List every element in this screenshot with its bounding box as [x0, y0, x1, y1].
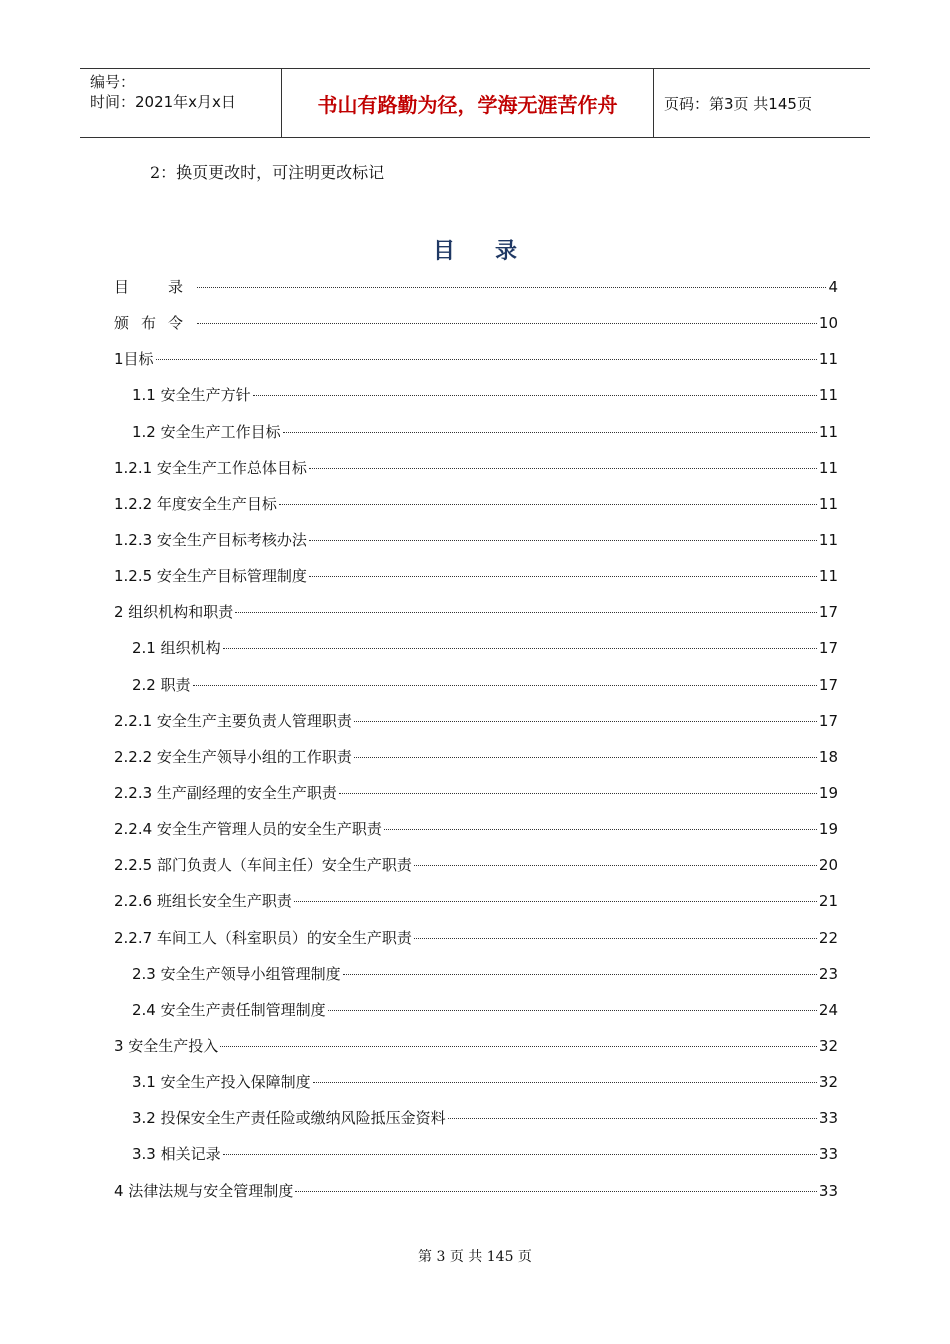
- toc-entry[interactable]: [114, 601, 838, 637]
- toc-leader-dots: [313, 1082, 817, 1083]
- toc-entry-page: 11: [818, 494, 838, 513]
- toc-entry-label: 2.2.2 安全生产领导小组的工作职责: [114, 747, 352, 766]
- toc-entry-label: 1.2.1 安全生产工作总体目标: [114, 458, 307, 477]
- toc-leader-dots: [223, 1154, 817, 1155]
- toc-entry-page: 11: [818, 458, 838, 477]
- toc-entry-page: 33: [818, 1109, 838, 1128]
- toc-entry-label: 2.4 安全生产责任制管理制度: [132, 1000, 326, 1019]
- toc-entry-page: 17: [818, 603, 838, 622]
- toc-entry[interactable]: [114, 927, 838, 963]
- toc-leader-dots: [343, 974, 817, 975]
- toc-entry-page: 17: [818, 675, 838, 694]
- toc-entry-label: 2.2.1 安全生产主要负责人管理职责: [114, 711, 352, 730]
- toc-entry[interactable]: [114, 999, 838, 1035]
- toc-entry-page: 24: [818, 1000, 838, 1019]
- toc-entry-page: 11: [818, 350, 838, 369]
- toc-leader-dots: [328, 1010, 817, 1011]
- toc-entry-label: 2.3 安全生产领导小组管理制度: [132, 964, 341, 983]
- toc-entry[interactable]: [114, 746, 838, 782]
- toc-title: 目录: [432, 239, 557, 264]
- toc-entry-label: 1.2.2 年度安全生产目标: [114, 494, 277, 513]
- toc-entry-page: 32: [818, 1036, 838, 1055]
- toc-entry-label: 1.2.5 安全生产目标管理制度: [114, 567, 307, 586]
- toc-entry[interactable]: [114, 818, 838, 854]
- toc-leader-dots: [354, 757, 817, 758]
- toc-entry[interactable]: [114, 565, 838, 601]
- toc-leader-dots: [384, 829, 817, 830]
- toc-entry[interactable]: [114, 276, 838, 312]
- toc-entry-page: 19: [818, 820, 838, 839]
- time-label: 时间：2021年x月x日: [90, 93, 236, 111]
- toc-leader-dots: [448, 1118, 817, 1119]
- toc-entry-label: 2.2 职责: [132, 675, 191, 694]
- toc-entry[interactable]: [114, 710, 838, 746]
- toc-entry-label: 目 录: [114, 278, 196, 296]
- toc-entry-page: 11: [818, 567, 838, 586]
- page-header: [80, 68, 870, 138]
- toc-entry-page: 11: [818, 422, 838, 441]
- number-label: 编号：: [90, 73, 136, 91]
- toc-entry[interactable]: [114, 1180, 838, 1216]
- header-page-info: 页码：第3页 共145页: [664, 94, 812, 113]
- toc-leader-dots: [223, 648, 817, 649]
- toc-entry[interactable]: [114, 782, 838, 818]
- toc-entry-label: 1目标: [114, 350, 154, 369]
- toc-leader-dots: [193, 685, 817, 686]
- toc-entry[interactable]: [114, 1035, 838, 1071]
- toc-entry-page: 17: [818, 639, 838, 658]
- toc-entry-page: 19: [818, 783, 838, 802]
- toc-entry[interactable]: [114, 421, 838, 457]
- toc-entry[interactable]: [114, 674, 838, 710]
- toc-entry[interactable]: [114, 854, 838, 890]
- toc-leader-dots: [279, 504, 817, 505]
- toc-entry[interactable]: [114, 637, 838, 673]
- table-of-contents: [114, 276, 838, 1216]
- toc-entry[interactable]: [114, 529, 838, 565]
- toc-entry-page: 33: [818, 1145, 838, 1164]
- toc-entry[interactable]: [114, 384, 838, 420]
- toc-entry-page: 22: [818, 928, 838, 947]
- toc-entry-page: 11: [818, 530, 838, 549]
- toc-leader-dots: [253, 395, 817, 396]
- toc-entry-label: 4 法律法规与安全管理制度: [114, 1181, 294, 1200]
- change-note: 2：换页更改时，可注明更改标记: [150, 163, 385, 182]
- toc-entry-page: 33: [818, 1181, 838, 1200]
- toc-entry-page: 17: [818, 711, 838, 730]
- toc-leader-dots: [197, 287, 826, 288]
- header-motto: 书山有路勤为径，学海无涯苦作舟: [282, 69, 654, 137]
- toc-leader-dots: [309, 468, 817, 469]
- toc-entry-label: 3.2 投保安全生产责任险或缴纳风险抵压金资料: [132, 1109, 446, 1128]
- toc-leader-dots: [294, 901, 817, 902]
- toc-leader-dots: [283, 432, 817, 433]
- toc-leader-dots: [309, 540, 817, 541]
- toc-entry[interactable]: [114, 1107, 838, 1143]
- toc-entry-label: 2 组织机构和职责: [114, 603, 234, 622]
- page-footer: 第 3 页 共 145 页: [418, 1249, 532, 1265]
- toc-entry-page: 23: [818, 964, 838, 983]
- toc-entry-label: 1.2 安全生产工作目标: [132, 422, 281, 441]
- header-meta: [80, 69, 282, 137]
- toc-entry-label: 颁布令: [114, 314, 196, 333]
- toc-leader-dots: [235, 612, 817, 613]
- toc-entry-label: 1.1 安全生产方针: [132, 386, 251, 405]
- toc-entry[interactable]: [114, 312, 838, 348]
- toc-entry[interactable]: [114, 457, 838, 493]
- toc-entry-label: 3.3 相关记录: [132, 1145, 221, 1164]
- toc-entry-label: 2.1 组织机构: [132, 639, 221, 658]
- toc-leader-dots: [197, 323, 817, 324]
- toc-entry[interactable]: [114, 890, 838, 926]
- toc-entry-page: 21: [818, 892, 838, 911]
- toc-entry[interactable]: [114, 493, 838, 529]
- toc-entry-page: 20: [818, 856, 838, 875]
- toc-entry-label: 2.2.4 安全生产管理人员的安全生产职责: [114, 820, 382, 839]
- toc-entry-label: 2.2.7 车间工人（科室职员）的安全生产职责: [114, 928, 412, 947]
- toc-entry-page: 11: [818, 386, 838, 405]
- toc-entry[interactable]: [114, 348, 838, 384]
- toc-leader-dots: [156, 359, 817, 360]
- toc-entry-label: 1.2.3 安全生产目标考核办法: [114, 530, 307, 549]
- toc-entry-label: 2.2.3 生产副经理的安全生产职责: [114, 783, 337, 802]
- toc-entry[interactable]: [114, 1143, 838, 1179]
- toc-entry-page: 18: [818, 747, 838, 766]
- toc-leader-dots: [339, 793, 817, 794]
- toc-entry-page: 10: [818, 314, 838, 333]
- toc-entry[interactable]: [114, 1071, 838, 1107]
- toc-entry-label: 2.2.5 部门负责人（车间主任）安全生产职责: [114, 856, 412, 875]
- toc-entry-page: 4: [828, 278, 838, 296]
- toc-leader-dots: [414, 865, 817, 866]
- toc-leader-dots: [414, 938, 817, 939]
- toc-leader-dots: [220, 1046, 817, 1047]
- toc-entry-label: 3.1 安全生产投入保障制度: [132, 1073, 311, 1092]
- toc-leader-dots: [309, 576, 817, 577]
- toc-leader-dots: [354, 721, 817, 722]
- toc-entry[interactable]: [114, 963, 838, 999]
- toc-leader-dots: [295, 1191, 817, 1192]
- toc-entry-label: 3 安全生产投入: [114, 1036, 219, 1055]
- toc-entry-page: 32: [818, 1073, 838, 1092]
- toc-entry-label: 2.2.6 班组长安全生产职责: [114, 892, 292, 911]
